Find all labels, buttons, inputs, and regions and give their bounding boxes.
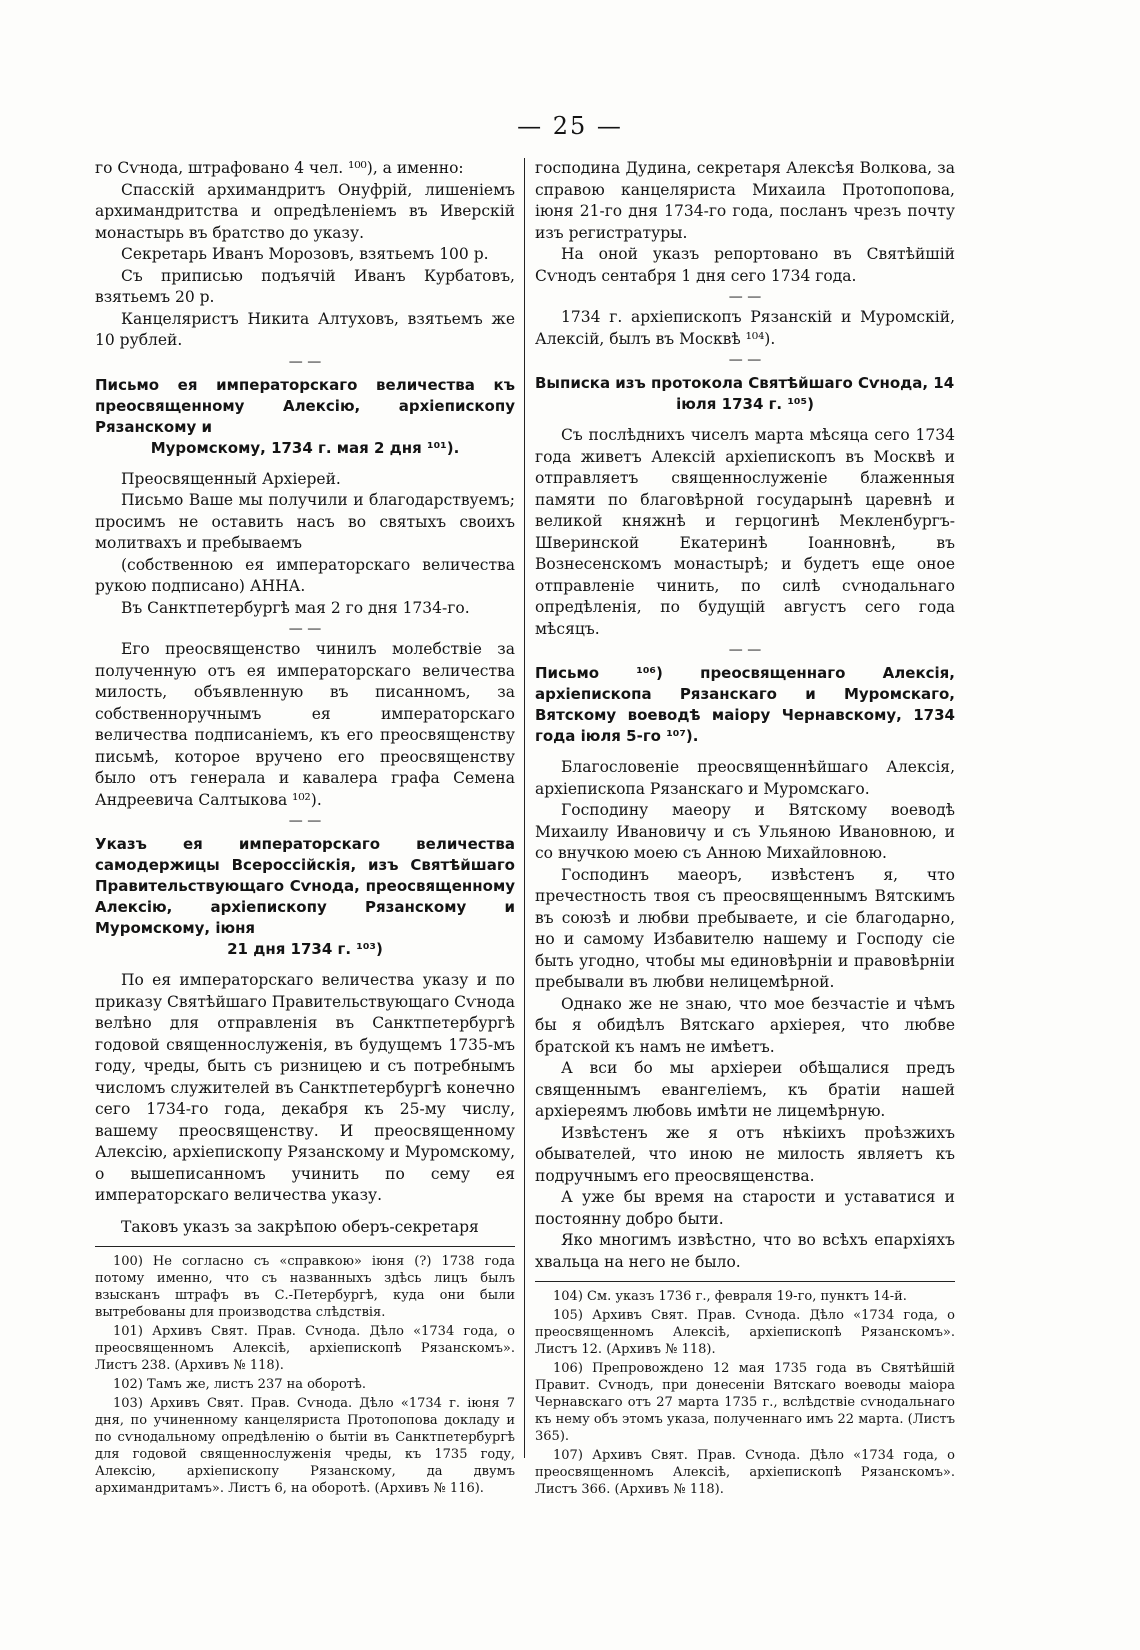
section-heading: Письмо ¹⁰⁶) преосвященнаго Алексія, архіепископа Рязанскаго и Муромскаго, Вятскому воеводѣ маіору Чернавскому, 1734 года іюля 5-го ¹⁰⁷).	[535, 664, 955, 745]
section-separator: — —	[288, 813, 322, 829]
section-heading	[535, 373, 955, 415]
letter-line: Письмо Ваше мы получили и благодарствуемъ; просимъ не оставить насъ во святыхъ своихъ молитвахъ и пребываемъ	[95, 491, 515, 552]
letter-line: (собственною ея императорскаго величества рукою подписано) АННА.	[95, 555, 515, 595]
letter-line: А вси бо мы архіереи обѣщалися предъ священнымъ евангеліемъ, къ братіи нашей архіереямъ любовь имѣти не лицемѣрную.	[535, 1059, 955, 1120]
left-text-line: го Сѵнода, штрафовано 4 чел. ¹⁰⁰), а именно:	[95, 159, 464, 177]
section-separator: — —	[288, 353, 322, 370]
letter-line: Въ Санктпетербургѣ мая 2 го дня 1734-го.	[121, 598, 470, 617]
footnote-rule	[95, 1246, 515, 1247]
page-number: — 25 —	[517, 112, 623, 140]
heading-tail: Муромскому, 1734 г. мая 2 дня ¹⁰¹).	[150, 438, 460, 457]
paragraph: господина Дудина, секретаря Алексѣя Волкова, за справою канцеляриста Михаила Протопопова, іюня 21-го дня 1734-го года, посланъ чрезъ почту изъ регистратуры.	[535, 159, 955, 242]
heading-text: Письмо ея императорскаго величества къ преосвященному Алексію, архіепископу Рязанскому и	[95, 375, 515, 436]
section-heading	[95, 375, 515, 459]
letter-line: Господину маеору и Вятскому воеводѣ Михаилу Ивановичу и съ Ульяною Ивановною, и со внучкою моею съ Анною Михайловною.	[535, 801, 955, 862]
paragraph: 1734 г. архіепископъ Рязанскій и Муромскій, Алексій, былъ въ Москвѣ ¹⁰⁴).	[535, 308, 955, 348]
letter-line: Господинъ маеоръ, извѣстенъ я, что пречестность твоя съ преосвященнымъ Вятскимъ въ союзѣ и любви пребываете, и сіе благодарно, но и самому Избавителю нашему и Господу сіе быть угодно, чтобы мы единовѣрніи и правовѣрніи пребывали въ любви нелицемѣрной.	[535, 865, 955, 991]
letter-line: Благословеніе преосвященнѣйшаго Алексія, архіепископа Рязанскаго и Муромскаго.	[535, 758, 955, 798]
heading-tail: іюля 1734 г. ¹⁰⁵)	[676, 395, 814, 413]
footnotes	[95, 1253, 515, 1497]
right-column	[535, 158, 955, 1500]
footnote: 104) См. указъ 1736 г., февраля 19-го, пунктъ 14-й.	[553, 1289, 907, 1304]
paragraph: На оной указъ репортовано въ Святѣйшій Сѵнодъ сентабря 1 дня сего 1734 года.	[535, 245, 955, 285]
footnote: 103) Архивъ Свят. Прав. Сѵнода. Дѣло «1734 г. іюня 7 дня, по учиненному канцеляриста Протопопова докладу и по сѵнодальному опредѣленію о бытіи въ Санктпетербургѣ для годовой священнослуженія чреды, къ 1735 году, Алексію, архіепископу Рязанскому, да двумъ архимандритамъ». Листъ 6, на оборотѣ. (Архивъ № 116).	[95, 1396, 515, 1496]
footnote: 107) Архивъ Свят. Прав. Сѵнода. Дѣло «1734 года, о преосвященномъ Алексіѣ, архіепископѣ Рязанскомъ». Листъ 366. (Архивъ № 118).	[535, 1448, 955, 1497]
left-text-line: Канцеляристъ Никита Алтуховъ, взятьемъ же 10 рублей.	[95, 309, 515, 349]
paragraph: Таковъ указъ за закрѣпою оберъ-секретаря	[121, 1217, 479, 1236]
heading-text: Указъ ея императорскаго величества самодержицы Всероссійскія, изъ Святѣйшаго Правительствующаго Сѵнода, преосвященному Алексію, архіепископу Рязанскому и Муромскому, іюня	[95, 835, 515, 937]
paragraph: По ея императорскаго величества указу и по приказу Святѣйшаго Правительствующаго Сѵнода велѣно для отправленія въ Санктпетербургѣ годовой священнослуженія, въ будущемъ 1735-мъ году, чреды, быть съ ризницею и съ потребнымъ числомъ служителей въ Санктпетербургѣ конечно сего 1734-го года, декабря къ 25-му числу, вашему преосвященству. И преосвященному Алексію, архіепископу Рязанскому и Муромскому, о вышеписанномъ учинить по сему ея императорскаго величества указу.	[95, 971, 515, 1204]
paragraph: Его преосвященство чинилъ молебствіе за полученную отъ ея императорскаго величества милость, объявленную въ писанномъ, за собственноручнымъ ея императорскаго величества подписаніемъ, къ его преосвященству письмѣ, которое вручено его преосвященству было отъ генерала и кавалера графа Семена Андреевича Салтыкова ¹⁰²).	[95, 640, 515, 809]
column-divider	[524, 158, 525, 1458]
left-text-line: Спасскій архимандритъ Онуфрій, лишеніемъ архимандритства и опредѣленіемъ въ Иверскій монастырь въ братство до указу.	[95, 180, 515, 242]
paragraph: Съ послѣднихъ чиселъ марта мѣсяца сего 1734 года живетъ Алексій архіепископъ въ Москвѣ и отправляетъ священнослуженіе блаженныя памяти по благовѣрной государынѣ царевнѣ и великой княжнѣ и герцогинѣ Мекленбургъ-Шверинской Екатеринѣ Іоанновнѣ, въ Вознесенскомъ монастырѣ; и будетъ еще оное отправленіе чинить, по силѣ сѵнодальнаго опредѣленія, по будущій августъ сего года мѣсяцъ.	[535, 426, 955, 638]
footnote: 100) Не согласно съ «справкою» іюня (?) 1738 года потому именно, что съ названныхъ здѣсь лицъ былъ взысканъ штрафъ въ С.-Петербургѣ, куда они были вытребованы для производства слѣдствія.	[95, 1254, 515, 1320]
heading-text: Выписка изъ протокола Святѣйшаго Сѵнода, 14	[535, 374, 955, 392]
letter-line: А уже бы время на старости и уставатися и постоянну добро быти.	[535, 1188, 955, 1228]
letter-line: Яко многимъ извѣстно, что во всѣхъ епархіяхъ хвальца на него не было.	[535, 1231, 955, 1271]
section-separator: — —	[288, 621, 322, 637]
letter-line: Однако же не знаю, что мое безчастіе и чѣмъ бы я обидѣлъ Вятскаго архіерея, что любве братской къ намъ не имѣетъ.	[535, 994, 955, 1056]
footnote: 106) Препровождено 12 мая 1735 года въ Святѣйшій Правит. Сѵнодъ, при донесеніи Вятскаго воеводы маіора Чернавскаго отъ 27 марта 1735 г., вслѣдствіе сѵнодальнаго къ нему объ этомъ указа, полученнаго имъ 22 марта. (Листъ 365).	[535, 1361, 955, 1444]
left-text-line: Съ приписью подъячій Иванъ Курбатовъ, взятьемъ 20 р.	[95, 266, 515, 306]
letter-line: Извѣстенъ же я отъ нѣкіихъ проѣзжихъ обывателей, что иною не милость являетъ къ подручнымъ его преосвященства.	[535, 1123, 955, 1185]
footnote: 101) Архивъ Свят. Прав. Сѵнода. Дѣло «1734 года, о преосвященномъ Алексіѣ, архіепископѣ Рязанскомъ». Листъ 238. (Архивъ № 118).	[95, 1324, 515, 1373]
footnote-rule	[535, 1281, 955, 1282]
section-separator: — —	[728, 642, 762, 658]
letter-line: Преосвященный Архіерей.	[121, 469, 341, 488]
section-separator: — —	[728, 289, 762, 305]
section-heading	[95, 834, 515, 960]
left-text-line: Секретарь Иванъ Морозовъ, взятьемъ 100 р.	[121, 245, 489, 263]
footnote: 105) Архивъ Свят. Прав. Сѵнода. Дѣло «1734 года, о преосвященномъ Алексіѣ, архіепископѣ Рязанскомъ». Листъ 12. (Архивъ № 118).	[535, 1308, 955, 1357]
section-separator: — —	[728, 352, 762, 368]
heading-tail: 21 дня 1734 г. ¹⁰³)	[227, 940, 383, 958]
left-column	[95, 158, 515, 1499]
footnotes	[535, 1288, 955, 1498]
footnote: 102) Тамъ же, листъ 237 на оборотѣ.	[113, 1377, 366, 1392]
